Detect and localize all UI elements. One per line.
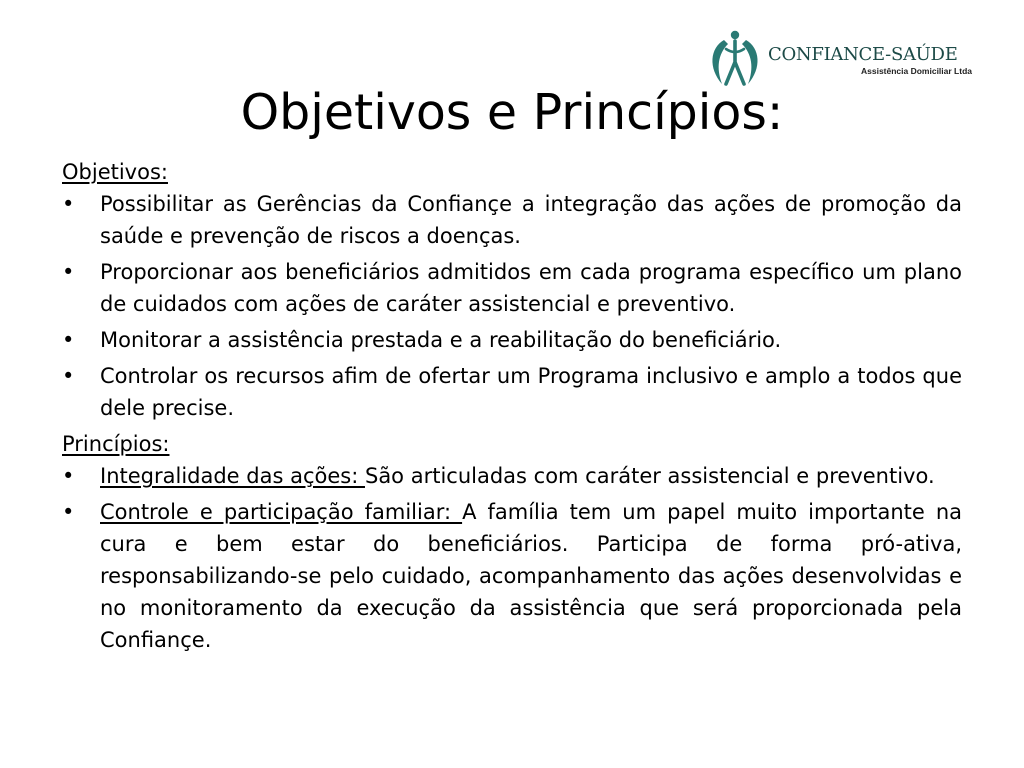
principios-list — [62, 460, 962, 656]
principle-text: A família tem um papel muito importante na cura e bem estar do beneficiários. Participa de forma pró-ativa, responsabilizando-se pelo cuidado, acompanhamento das ações desenvolvidas e no monitoramento da execução da assistência que será proporcionada pela Confiançe. — [100, 500, 962, 652]
bullet-icon: • — [62, 364, 75, 388]
list-item — [62, 496, 962, 656]
logo-company-name: CONFIANCE-SAÚDE — [768, 44, 958, 65]
bullet-icon: • — [62, 464, 75, 488]
bullet-icon: • — [62, 328, 75, 352]
bullet-icon: • — [62, 500, 75, 524]
objetivos-heading: Objetivos: — [62, 160, 168, 184]
list-item — [62, 360, 962, 424]
principle-text: São articuladas com caráter assistencial e preventivo. — [364, 464, 935, 488]
list-item — [62, 460, 962, 492]
principios-heading: Princípios: — [62, 432, 170, 456]
list-item — [62, 256, 962, 320]
slide-body — [62, 156, 962, 660]
list-item — [62, 188, 962, 252]
principle-term: Integralidade das ações: — [100, 464, 365, 488]
list-item-text: Possibilitar as Gerências da Confiançe a integração das ações de promoção da saúde e prevenção de riscos a doenças. — [100, 192, 962, 248]
list-item-text: Controlar os recursos afim de ofertar um Programa inclusivo e amplo a todos que dele precise. — [100, 364, 962, 420]
bullet-icon: • — [62, 260, 75, 284]
list-item-text: Monitorar a assistência prestada e a reabilitação do beneficiário. — [100, 328, 782, 352]
slide-title: Objetivos e Princípios: — [240, 84, 784, 141]
objetivos-list — [62, 188, 962, 424]
logo-company-subtitle: Assistência Domiciliar Ltda — [860, 66, 972, 76]
bullet-icon: • — [62, 192, 75, 216]
list-item-text: Proporcionar aos beneficiários admitidos em cada programa específico um plano de cuidados com ações de caráter assistencial e preventivo. — [100, 260, 962, 316]
principle-term: Controle e participação familiar: — [100, 500, 463, 524]
list-item — [62, 324, 962, 356]
